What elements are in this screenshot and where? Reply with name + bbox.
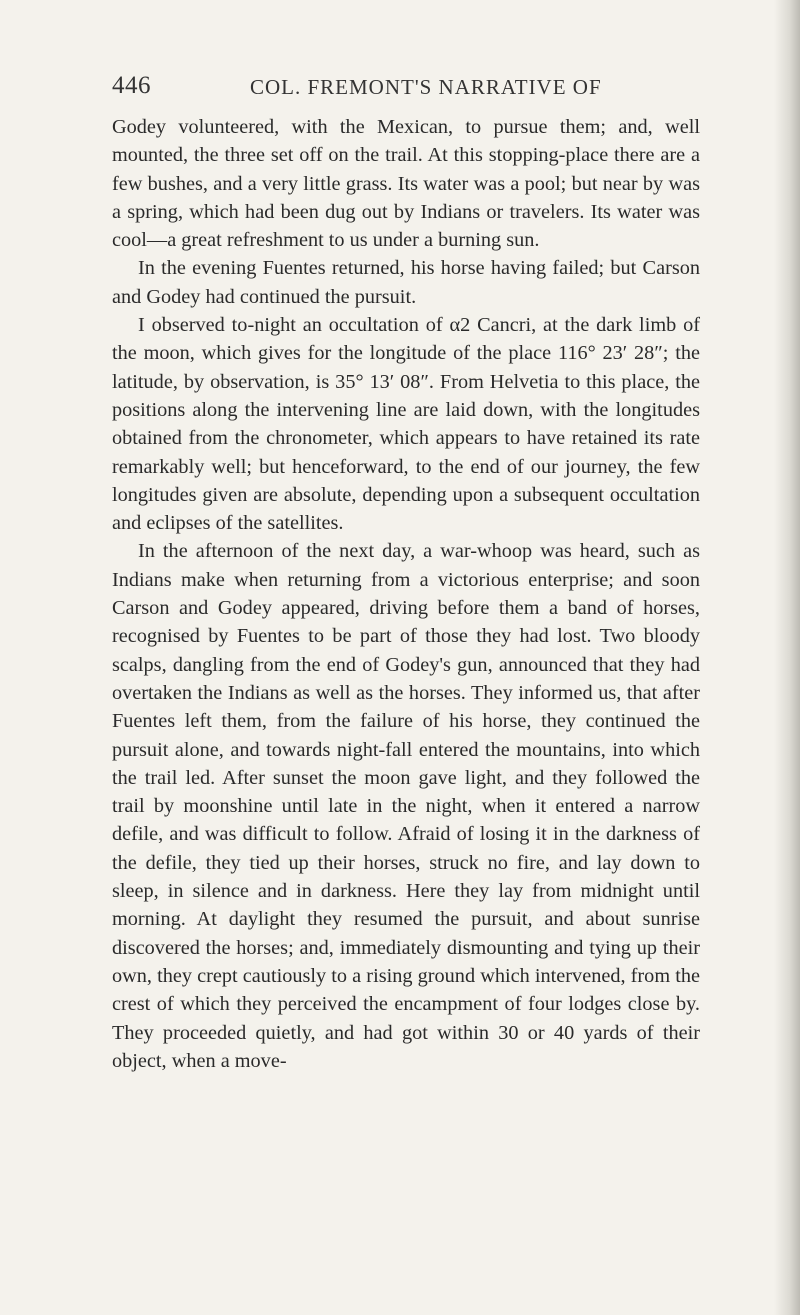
paragraph: Godey volunteered, with the Mexican, to pursue them; and, well mounted, the three set off on the trail. At this stopping-place there are a few bushes, and a very little grass. Its water was a pool; but near by was a spring, which had been dug out by Indians or travelers. Its water was cool—a great refreshment to us under a burning sun.: [112, 116, 700, 252]
body-text: [112, 113, 700, 1075]
paragraph: I observed to-night an occultation of α2 Cancri, at the dark limb of the moon, which gives for the longitude of the place 116° 23′ 28″; the latitude, by observation, is 35° 13′ 08″. From Helvetia to this place, the positions along the intervening line are laid down, with the longitudes obtained from the chronometer, which appears to have retained its rate remarkably well; but henceforward, to the end of our journey, the few longitudes given are absolute, depending upon a subsequent occultation and eclipses of the satellites.: [112, 314, 700, 535]
paragraph: In the afternoon of the next day, a war-whoop was heard, such as Indians make when returning from a victorious enterprise; and soon Carson and Godey appeared, driving before them a band of horses, recognised by Fuentes to be part of those they had lost. Two bloody scalps, dangling from the end of Godey's gun, announced that they had overtaken the Indians as well as the horses. They informed us, that after Fuentes left them, from the failure of his horse, they continued the pursuit alone, and towards night-fall entered the mountains, into which the trail led. After sunset the moon gave light, and they followed the trail by moonshine until late in the night, when it entered a narrow defile, and was difficult to follow. Afraid of losing it in the darkness of the defile, they tied up their horses, struck no fire, and lay down to sleep, in silence and in darkness. Here they lay from midnight until morning. At daylight they resumed the pursuit, and about sunrise discovered the horses; and, immediately dismounting and tying up their own, they crept cautiously to a rising ground which intervened, from the crest of which they perceived the encampment of four lodges close by. They proceeded quietly, and had got within 30 or 40 yards of their object, when a move-: [112, 540, 700, 1072]
running-title: COL. FREMONT'S NARRATIVE OF: [250, 75, 602, 99]
binding-shadow: [774, 0, 800, 1315]
page-number: 446: [112, 72, 151, 99]
paragraph: In the evening Fuentes returned, his horse having failed; but Carson and Godey had continued the pursuit.: [112, 257, 700, 308]
running-head: [88, 72, 688, 112]
